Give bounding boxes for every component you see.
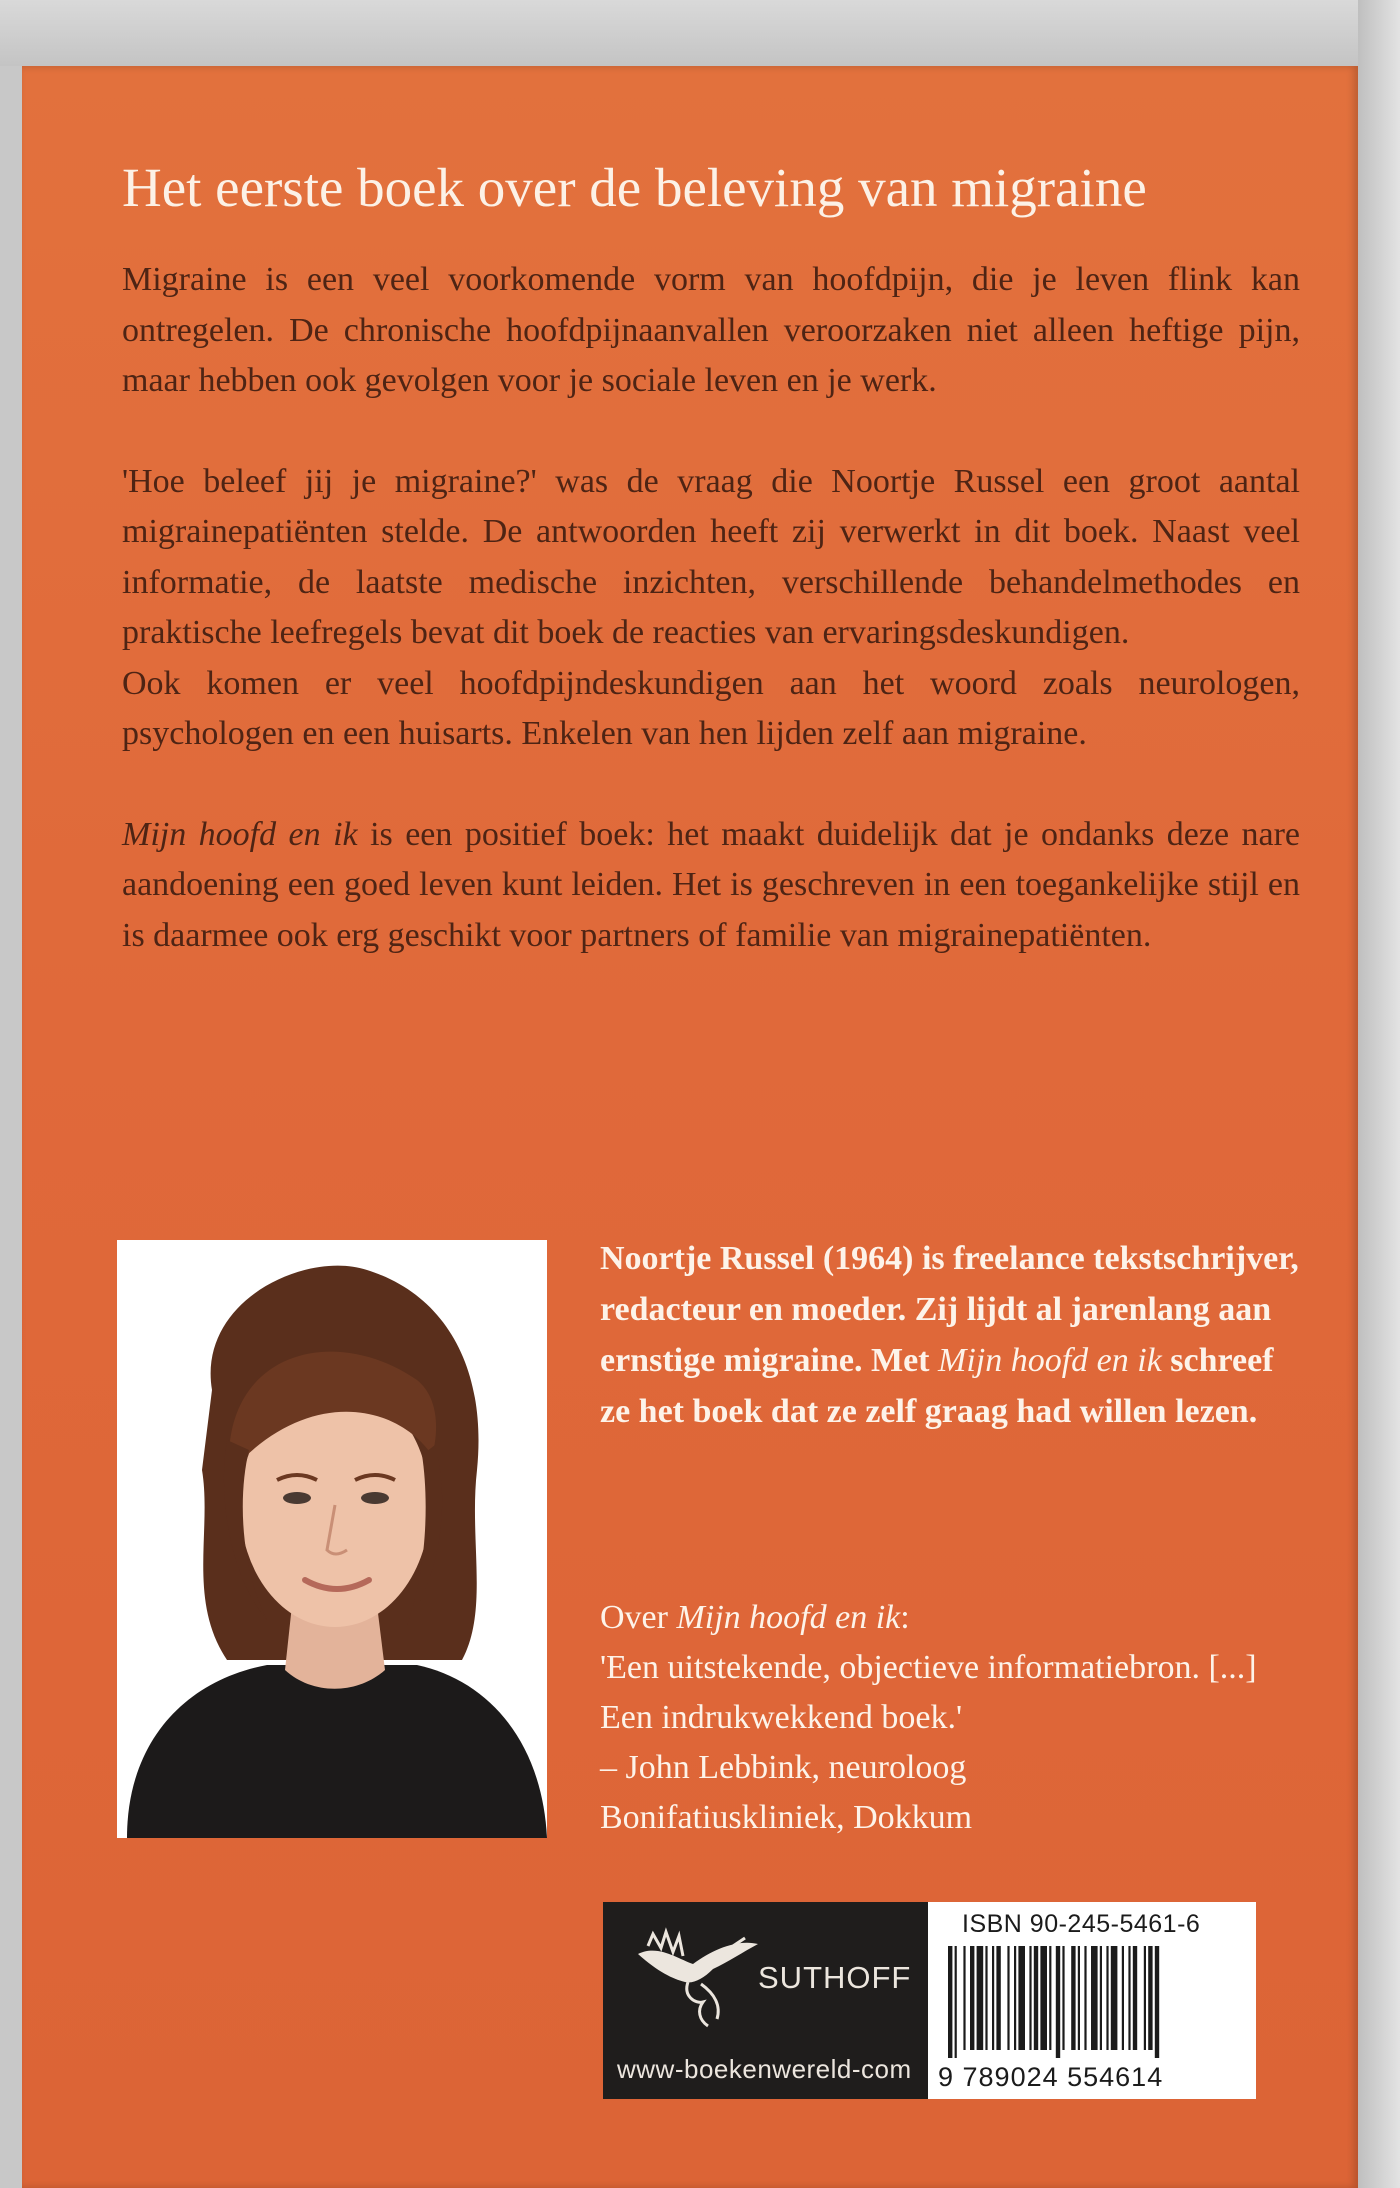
review-intro (600, 1593, 1300, 1643)
author-photo (117, 1240, 547, 1838)
barcode-bar (985, 1946, 987, 2050)
review-quote (600, 1593, 1300, 1843)
barcode-bar (1091, 1946, 1098, 2050)
barcode-bar (1111, 1946, 1118, 2050)
book-left-edge (0, 66, 22, 2188)
barcode-bar (1122, 1946, 1124, 2050)
blurb-paragraph-2: 'Hoe beleef jij je migraine?' was de vraag die Noortje Russel een groot aantal migrainepatiënten stelde. De antwoorden heeft zij verwerkt in dit boek. Naast veel informatie, de laatste medische inzichten, verschillende behandelmethodes en praktische leefregels bevat dit boek de reacties van ervaringsdeskundigen. (122, 462, 1300, 651)
author-bio-text-1: Noortje Russel (1964) is freelance tekstschrijver, redacteur en moeder. Zij lijdt al jarenlang aan ernstige migraine. Met (600, 1240, 1299, 1379)
publisher-website: www-boekenwereld-com (617, 2054, 912, 2084)
blurb-paragraph-1: Migraine is een veel voorkomende vorm van hoofdpijn, die je leven flink kan ontregelen. De chronische hoofdpijnaanvallen veroorzaken niet alleen heftige pijn, maar hebben ook gevolgen voor je sociale leven en je werk. (122, 261, 1300, 399)
barcode-bar (1071, 1946, 1075, 2050)
barcode-bar (1018, 1946, 1025, 2050)
review-affiliation: Bonifatiuskliniek, Dokkum (600, 1799, 973, 1836)
review-intro-over: Over (600, 1599, 677, 1636)
barcode-bar (1084, 1946, 1086, 2050)
publisher-name: SUTHOFF (758, 1960, 912, 1995)
book-title-inline: Mijn hoofd en ik (122, 815, 358, 853)
barcode-bar (1056, 1946, 1060, 2058)
barcode-bar (1144, 1946, 1146, 2050)
blurb (122, 255, 1300, 961)
barcode-bar (1040, 1946, 1047, 2050)
barcode-bar (1078, 1946, 1080, 2050)
barcode-bar (992, 1946, 994, 2050)
barcode-bar (1106, 1946, 1108, 2050)
barcode-bar (1155, 1946, 1159, 2058)
barcode-bar (963, 1946, 965, 2050)
barcode-bar (1034, 1946, 1038, 2050)
barcode-bar (955, 1946, 957, 2058)
review-text: 'Een uitstekende, objectieve informatiebron. [...] Een indrukwekkend boek.' (600, 1649, 1257, 1736)
isbn-label: ISBN 90-245-5461-6 (962, 1910, 1201, 1938)
headline: Het eerste boek over de beleving van migraine (122, 157, 1147, 218)
barcode (942, 1946, 1242, 2058)
barcode-box (928, 1902, 1256, 2099)
barcode-bar (996, 1946, 1000, 2050)
blurb-paragraph-4 (122, 810, 1300, 962)
book-page-edge (1358, 0, 1400, 2188)
barcode-bar (1029, 1946, 1031, 2050)
barcode-bar (977, 1946, 984, 2050)
review-book-title: Mijn hoofd en ik (676, 1599, 901, 1636)
blurb-paragraph-3: Ook komen er veel hoofdpijndeskundigen aan het woord zoals neurologen, psychologen en een huisarts. Enkelen van hen lijden zelf aan migraine. (122, 664, 1300, 752)
blurb-paragraph-4-text: is een positief boek: het maakt duidelijk dat je ondanks deze nare aandoening een goed leven kunt leiden. Het is geschreven in een toegankelijke stijl en is daarmee ook erg geschikt voor partners of familie van migrainepatiënten. (122, 815, 1300, 954)
publisher-box (603, 1902, 928, 2099)
barcode-bar (1133, 1946, 1137, 2050)
author-bio (600, 1233, 1300, 1437)
barcode-bar (1100, 1946, 1102, 2050)
barcode-number: 9 789024 554614 (938, 2062, 1164, 2092)
barcode-bar (1128, 1946, 1130, 2050)
review-attribution: – John Lebbink, neuroloog (600, 1749, 967, 1786)
bird-icon (633, 1924, 763, 2034)
author-bio-text-2: schreef ze het boek dat ze zelf graag had willen lezen. (600, 1342, 1274, 1430)
author-bio-book-title: Mijn hoofd en ik (938, 1342, 1162, 1379)
author-portrait-illustration (117, 1240, 547, 1838)
barcode-bar (1062, 1946, 1064, 2050)
book-top-edge (0, 0, 1400, 66)
barcode-bar (1148, 1946, 1152, 2050)
barcode-bar (1049, 1946, 1051, 2050)
barcode-bar (1007, 1946, 1009, 2050)
barcode-bar (1014, 1946, 1016, 2050)
review-intro-colon: : (900, 1599, 910, 1636)
barcode-bar (948, 1946, 952, 2058)
barcode-bar (970, 1946, 974, 2050)
